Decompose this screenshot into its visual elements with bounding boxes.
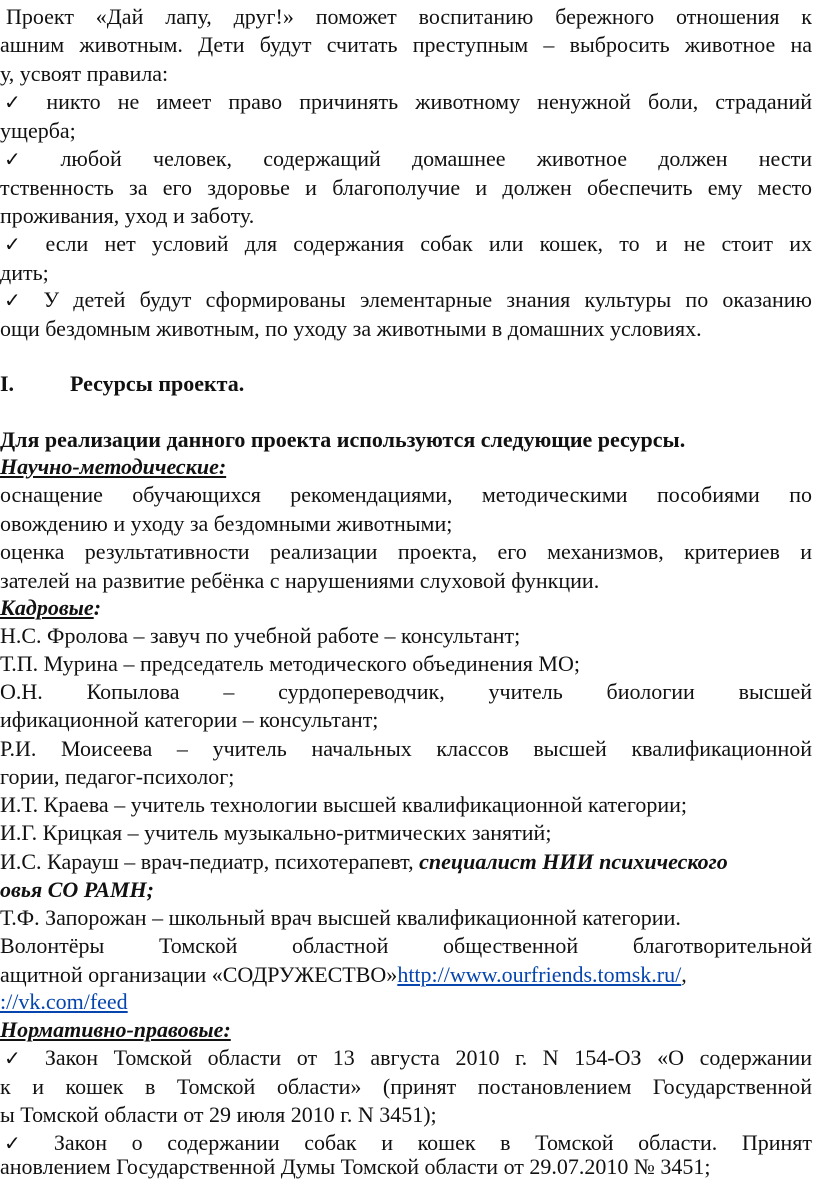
text-line: проживания, уход и заботу. bbox=[0, 203, 255, 228]
text-line: О.Н. Копылова – сурдопереводчик, учитель биологии высшей bbox=[0, 679, 812, 704]
text-line: ы Томской области от 29 июля 2010 г. N 3451); bbox=[0, 1102, 437, 1127]
section-title: Ресурсы проекта. bbox=[70, 371, 245, 396]
check-mark-icon: ✓ bbox=[4, 147, 47, 171]
list-item: ✓ Закон о содержании собак и кошек в Томской области. Принят bbox=[4, 1130, 812, 1155]
subheading-legal: Нормативно-правовые: bbox=[0, 1017, 231, 1042]
check-mark-icon: ✓ bbox=[4, 1046, 31, 1070]
text-line: ашним животным. Дети будут считать преступным – выбросить животное на bbox=[0, 32, 812, 57]
text-line: И.Г. Крицкая – учитель музыкально-ритмических занятий; bbox=[0, 820, 552, 845]
text-line: И.Т. Краева – учитель технологии высшей квалификационной категории; bbox=[0, 792, 688, 817]
text-line: овья СО РАМН; bbox=[0, 877, 154, 902]
text-line: Т.Ф. Запорожан – школьный врач высшей квалификационной категории. bbox=[0, 905, 681, 930]
list-item: ✓ Закон Томской области от 13 августа 2010 г. N 154-ОЗ «О содержании bbox=[4, 1045, 812, 1070]
check-mark-icon: ✓ bbox=[4, 90, 33, 114]
text-line: Проект «Дай лапу, друг!» поможет воспитанию бережного отношения к bbox=[6, 4, 812, 29]
text-line bbox=[0, 987, 816, 1017]
text-line: Волонтёры Томской областной общественной благотворительной bbox=[0, 933, 812, 958]
list-item: ✓ никто не имеет право причинять животному ненужной боли, страданий bbox=[4, 89, 812, 114]
list-item: ✓ любой человек, содержащий домашнее животное должен нести bbox=[4, 146, 812, 171]
text-line: ощи бездомным животным, по уходу за животными в домашних условиях. bbox=[0, 316, 702, 341]
text-line: к и кошек в Томской области» (принят постановлением Государственной bbox=[0, 1074, 812, 1099]
text-line: Р.И. Моисеева – учитель начальных классов высшей квалификационной bbox=[0, 736, 812, 761]
text-line: гории, педагог-психолог; bbox=[0, 764, 235, 789]
text-line: ащитной организации «СОДРУЖЕСТВО»http://www.ourfriends.tomsk.ru/, bbox=[0, 962, 687, 987]
text-line: И.С. Карауш – врач-педиатр, психотерапевт, специалист НИИ психического bbox=[0, 849, 728, 874]
vk-link[interactable]: ://vk.com/feed bbox=[0, 989, 128, 1014]
text-line: Н.С. Фролова – завуч по учебной работе – консультант; bbox=[0, 623, 521, 648]
resources-intro: Для реализации данного проекта используются следующие ресурсы. bbox=[0, 427, 686, 452]
list-item: ✓ У детей будут сформированы элементарные знания культуры по оказанию bbox=[4, 287, 812, 312]
text-line: дить; bbox=[0, 260, 49, 285]
ourfriends-link[interactable]: http://www.ourfriends.tomsk.ru/ bbox=[397, 962, 682, 987]
text-line: овождению и уходу за бездомными животными; bbox=[0, 511, 453, 536]
list-item: ✓ если нет условий для содержания собак или кошек, то и не стоит их bbox=[4, 231, 812, 256]
check-mark-icon: ✓ bbox=[4, 288, 30, 312]
text-line: Т.П. Мурина – председатель методического объединения МО; bbox=[0, 651, 580, 676]
subheading-staff: Кадровые: bbox=[0, 595, 102, 620]
text-line: оценка результативности реализации проекта, его механизмов, критериев и bbox=[0, 539, 812, 564]
text-line: тственность за его здоровье и благополучие и должен обеспечить ему место bbox=[0, 175, 812, 200]
subheading-scientific: Научно-методические: bbox=[0, 454, 227, 479]
text-line: у, усвоят правила: bbox=[0, 61, 169, 86]
text-line: ификационной категории – консультант; bbox=[0, 707, 379, 732]
text-line: ановлением Государственной Думы Томской области от 29.07.2010 № 3451; bbox=[0, 1154, 711, 1179]
section-heading bbox=[0, 369, 816, 399]
check-mark-icon: ✓ bbox=[4, 232, 32, 256]
text-line: зателей на развитие ребёнка с нарушениями слуховой функции. bbox=[0, 568, 600, 593]
text-line: ущерба; bbox=[0, 118, 76, 143]
text-line: оснащение обучающихся рекомендациями, методическими пособиями по bbox=[0, 482, 812, 507]
section-number: I. bbox=[0, 371, 15, 396]
check-mark-icon: ✓ bbox=[4, 1131, 40, 1155]
